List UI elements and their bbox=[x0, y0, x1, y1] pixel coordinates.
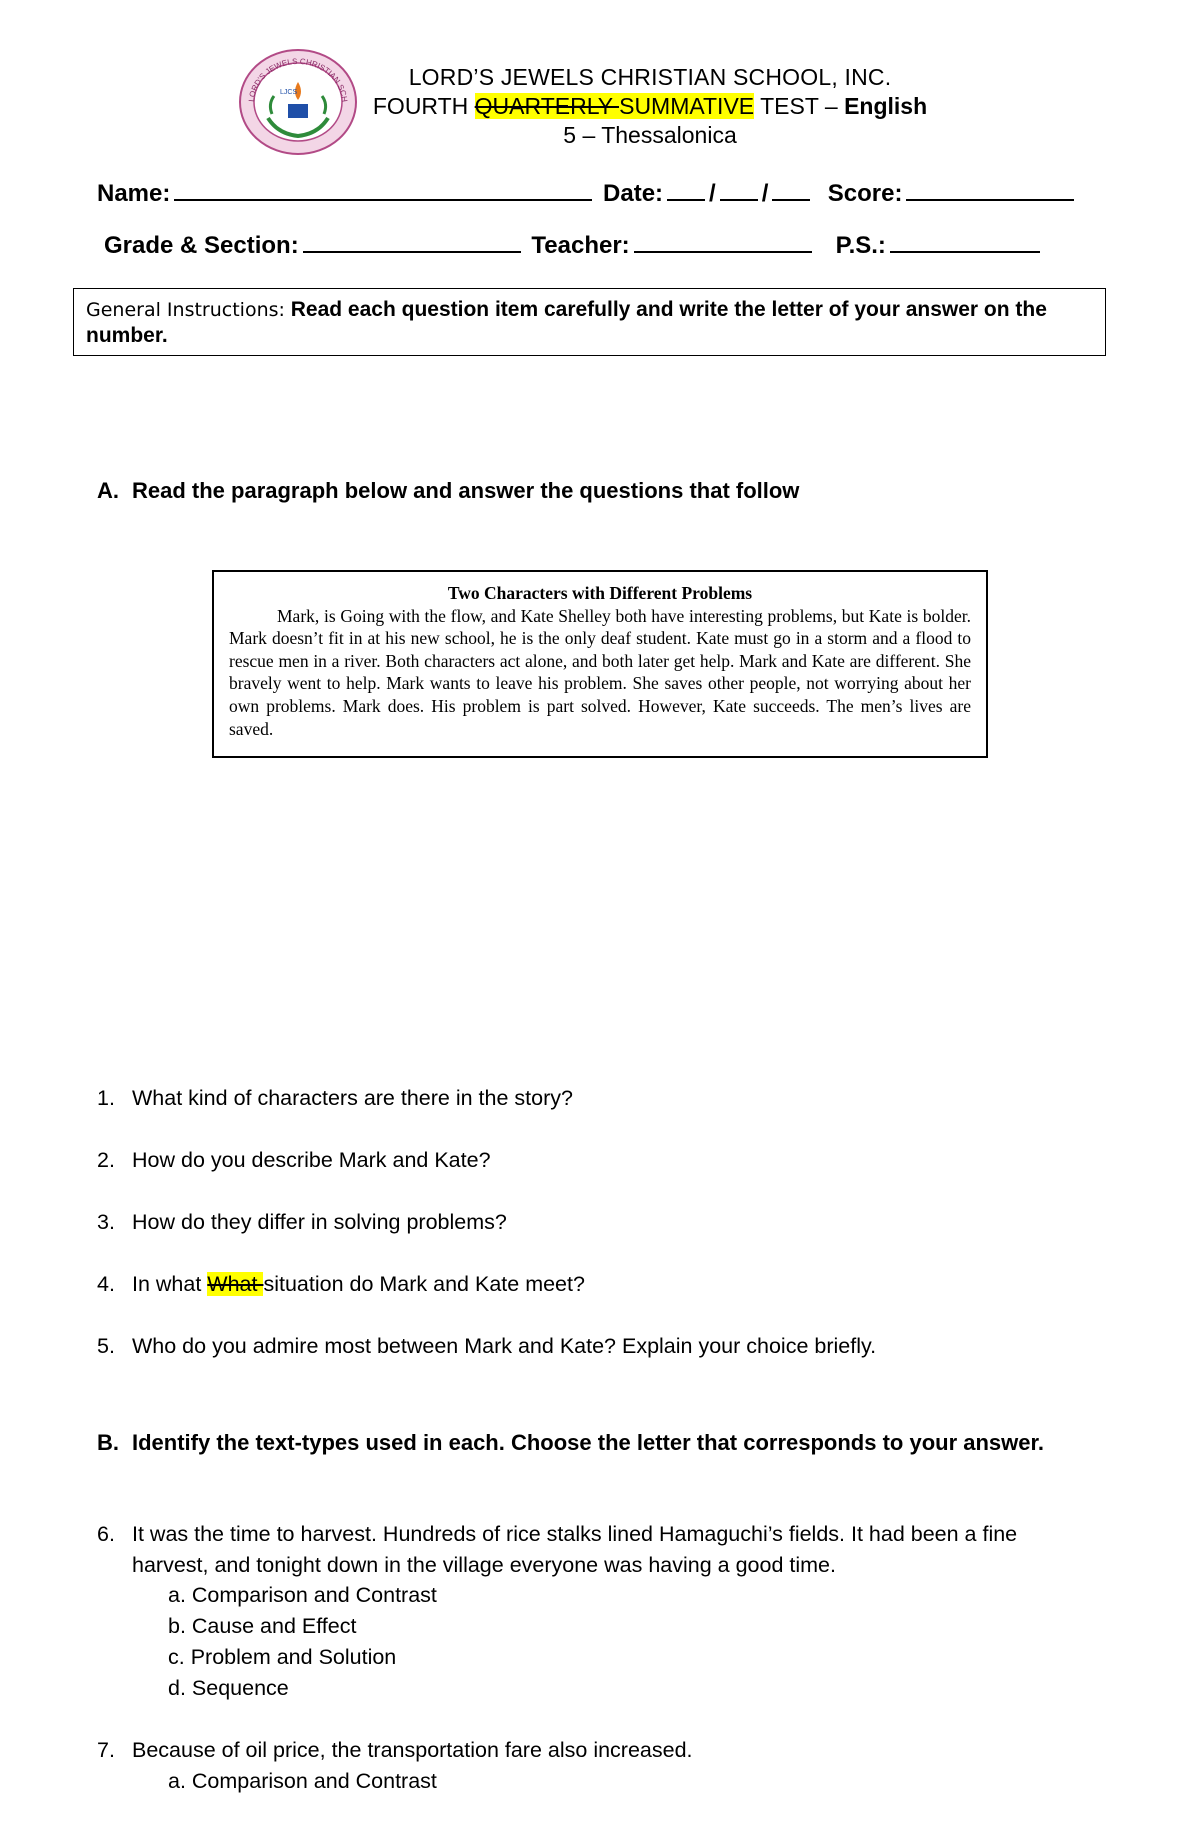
question-7: 7. Because of oil price, the transportation fare also increased. bbox=[97, 1738, 693, 1762]
info-row-1: Name: Date: / / Score: bbox=[97, 180, 1078, 208]
passage-title: Two Characters with Different Problems bbox=[447, 583, 753, 603]
date-day-blank[interactable] bbox=[720, 198, 758, 201]
school-name: LORD’S JEWELS CHRISTIAN SCHOOL, INC. bbox=[408, 64, 892, 90]
test-title: FOURTH QUARTERLY SUMMATIVE TEST – English bbox=[372, 93, 928, 119]
instructions-label: General Instructions: bbox=[86, 299, 285, 321]
instructions-text: Read each question item carefully and write the letter of your answer on the number. bbox=[86, 298, 1047, 347]
date-label: Date: bbox=[603, 180, 664, 207]
reading-passage-box bbox=[212, 570, 988, 758]
section-a-heading: A. Read the paragraph below and answer the questions that follow bbox=[97, 478, 800, 503]
q6-option-b[interactable]: b. Cause and Effect bbox=[168, 1614, 357, 1638]
question-2: 2. How do you describe Mark and Kate? bbox=[97, 1148, 491, 1172]
question-1: 1. What kind of characters are there in the story? bbox=[97, 1086, 573, 1110]
grade-section-label: Grade & Section: bbox=[104, 232, 299, 259]
name-blank[interactable] bbox=[174, 198, 592, 201]
name-label: Name: bbox=[97, 180, 171, 207]
passage-body: Mark, is Going with the flow, and Kate Shelley both have interesting problems, but Kate is bolder. Mark doesn’t fit in at his new school, he is the only deaf student. Kate must go in a storm and a flood to rescue men in a river. Both characters act alone, and both later get help. Mark and Kate are different. She bravely went to help. Mark wants to leave his problem. She saves other people, not worrying about her own problems. Mark does. His problem is part solved. However, Kate succeeds. The men’s lives are saved. bbox=[229, 605, 971, 739]
question-3: 3. How do they differ in solving problems? bbox=[97, 1210, 507, 1234]
q6-option-c[interactable]: c. Problem and Solution bbox=[168, 1645, 397, 1669]
info-row-2 bbox=[104, 232, 1044, 260]
date-year-blank[interactable] bbox=[772, 198, 810, 201]
score-blank[interactable] bbox=[906, 198, 1074, 201]
section-b-heading: B. Identify the text-types used in each. Choose the letter that corresponds to your answer. bbox=[97, 1430, 1044, 1455]
q6-option-a[interactable]: a. Comparison and Contrast bbox=[168, 1583, 437, 1607]
svg-text:LJCS: LJCS bbox=[280, 89, 298, 96]
teacher-label: Teacher: bbox=[531, 232, 630, 259]
general-instructions-box bbox=[73, 288, 1106, 356]
title-highlight-text: SUMMATIVE bbox=[619, 93, 755, 119]
title-struck-text: QUARTERLY bbox=[474, 93, 620, 119]
grade-section-title: 5 – Thessalonica bbox=[563, 122, 737, 148]
q7-option-a[interactable]: a. Comparison and Contrast bbox=[168, 1769, 437, 1793]
ps-blank[interactable] bbox=[890, 250, 1040, 253]
grade-section-blank[interactable] bbox=[303, 250, 521, 253]
question-5: 5. Who do you admire most between Mark and Kate? Explain your choice briefly. bbox=[97, 1334, 877, 1358]
date-month-blank[interactable] bbox=[667, 198, 705, 201]
teacher-blank[interactable] bbox=[634, 250, 812, 253]
struck-word: What bbox=[207, 1272, 264, 1296]
svg-text:LORD'S JEWELS CHRISTIAN SCHOOL: LORD'S JEWELS CHRISTIAN SCH bbox=[247, 56, 350, 103]
question-6: 6. It was the time to harvest. Hundreds of rice stalks lined Hamaguchi’s fields. It had been a fine harvest, and tonight down in the village everyone was having a good time. bbox=[97, 1522, 1018, 1577]
score-label: Score: bbox=[827, 180, 903, 207]
ps-label: P.S.: bbox=[835, 232, 886, 259]
q6-option-d[interactable]: d. Sequence bbox=[168, 1676, 289, 1700]
question-4: 4. In what What situation do Mark and Kate meet? bbox=[97, 1272, 585, 1296]
